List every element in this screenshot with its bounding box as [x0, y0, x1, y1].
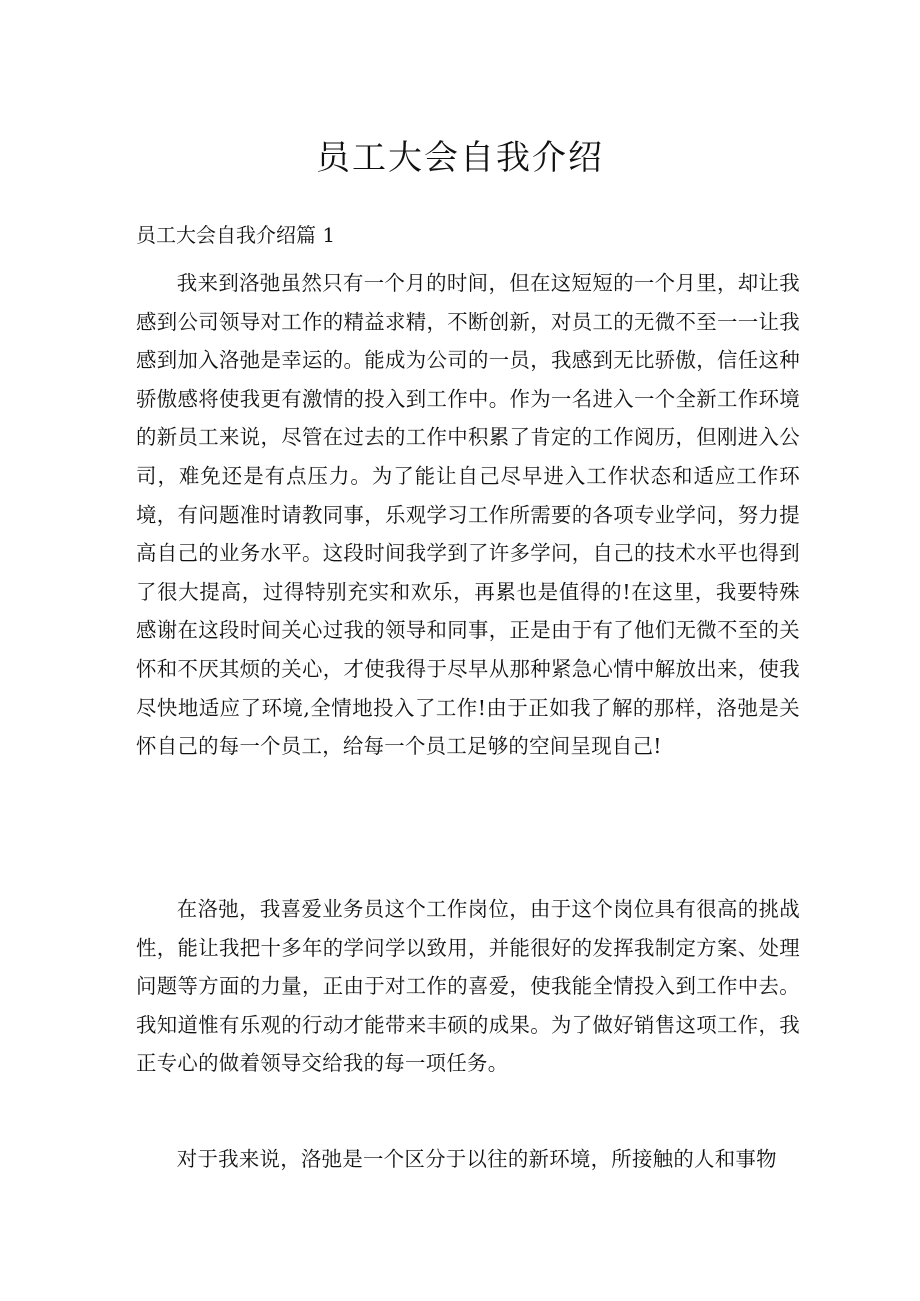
paragraph-3: 对于我来说，洛弛是一个区分于以往的新环境，所接触的人和事物	[176, 1147, 777, 1171]
paragraph-2: 在洛弛，我喜爱业务员这个工作岗位，由于这个岗位具有很高的挑战性，能让我把十多年的学问学以致用，并能很好的发挥我制定方案、处理问题等方面的力量，正由于对工作的喜爱，使我能全情投入到工作中去。我知道惟有乐观的行动才能带来丰硕的成果。为了做好销售这项工作，我正专心的做着领导交给我的每一项任务。	[136, 897, 800, 1076]
document-title: 员工大会自我介绍	[316, 138, 604, 178]
section-heading: 员工大会自我介绍篇 1	[136, 223, 336, 247]
paragraph-1: 我来到洛弛虽然只有一个月的时间，但在这短短的一个月里，却让我感到公司领导对工作的精益求精，不断创新，对员工的无微不至一一让我感到加入洛弛是幸运的。能成为公司的一员，我感到无比骄傲，信任这种骄傲感将使我更有激情的投入到工作中。作为一名进入一个全新工作环境的新员工来说，尽管在过去的工作中积累了肯定的工作阅历，但刚进入公司，难免还是有点压力。为了能让自己尽早进入工作状态和适应工作环境，有问题准时请教同事，乐观学习工作所需要的各项专业学问，努力提高自己的业务水平。这段时间我学到了许多学问，自己的技术水平也得到了很大提高，过得特别充实和欢乐，再累也是值得的!在这里，我要特殊感谢在这段时间关心过我的领导和同事，正是由于有了他们无微不至的关怀和不厌其烦的关心，才使我得于尽早从那种紧急心情中解放出来，使我尽快地适应了环境,全情地投入了工作!由于正如我了解的那样，洛弛是关怀自己的每一个员工，给每一个员工足够的空间呈现自己!	[136, 271, 800, 759]
